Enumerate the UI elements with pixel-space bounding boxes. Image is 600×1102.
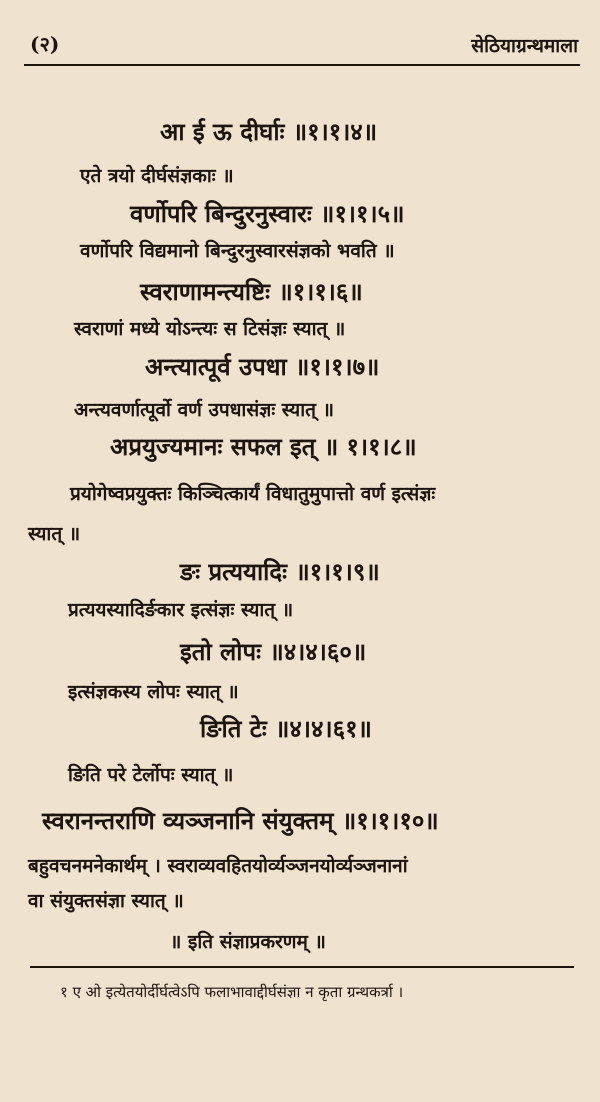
commentary-line: स्यात् ॥ [28,523,81,545]
footnote-rule [30,966,574,968]
section-end-line: ॥ इति संज्ञाप्रकरणम् ॥ [170,931,326,953]
commentary-line: प्रयोगेष्वप्रयुक्तः किञ्चित्कार्यं विधातुमुपात्तो वर्ण इत्संज्ञः [70,483,436,505]
sutra-line: स्वराणामन्त्यष्टिः ॥१।१।६॥ [140,277,363,306]
commentary-line: बहुवचनमनेकार्थम् । स्वराव्यवहितयोर्व्यञ्जनयोर्व्यञ्जनानां [28,855,408,877]
commentary-line: वा संयुक्तसंज्ञा स्यात् ॥ [28,890,184,912]
sutra-line: वर्णोपरि बिन्दुरनुस्वारः ॥१।१।५॥ [130,199,405,228]
sutra-line: ङः प्रत्ययादिः ॥१।१।९॥ [180,557,380,586]
commentary-line: ङिति परे टेर्लोपः स्यात् ॥ [68,764,234,786]
commentary-line: वर्णोपरि विद्यमानो बिन्दुरनुस्वारसंज्ञको भवति ॥ [80,240,395,262]
sutra-line: आ ई ऊ दीर्घाः ॥१।१।४॥ [160,117,378,146]
header-rule [24,64,580,66]
commentary-line: इत्संज्ञकस्य लोपः स्यात् ॥ [68,681,239,703]
sutra-line: ङिति टेः ॥४।४।६१॥ [200,714,372,743]
page-number: (२) [30,32,60,56]
commentary-line: प्रत्ययस्यादिर्ङकार इत्संज्ञः स्यात् ॥ [68,599,294,621]
commentary-line: अन्त्यवर्णात्पूर्वो वर्ण उपधासंज्ञः स्यात् ॥ [74,399,334,421]
sutra-line: स्वरानन्तराणि व्यञ्जनानि संयुक्तम् ॥१।१।१०॥ [42,806,439,835]
commentary-line: एते त्रयो दीर्घसंज्ञकाः ॥ [80,165,234,187]
sutra-line: अन्त्यात्पूर्व उपधा ॥१।१।७॥ [145,352,380,381]
sutra-line: अप्रयुज्यमानः सफल इत् ॥ १।१।८॥ [110,432,417,461]
running-header-title: सेठियाग्रन्थमाला [471,35,578,57]
sutra-line: इतो लोपः ॥४।४।६०॥ [180,637,367,666]
footnote: १ ए ओ इत्येतयोर्दीर्घत्वेऽपि फलाभावाद्दीर्घसंज्ञा न कृता ग्रन्थकर्त्रा । [60,983,404,1001]
commentary-line: स्वराणां मध्ये योऽन्त्यः स टिसंज्ञः स्यात् ॥ [74,318,346,340]
